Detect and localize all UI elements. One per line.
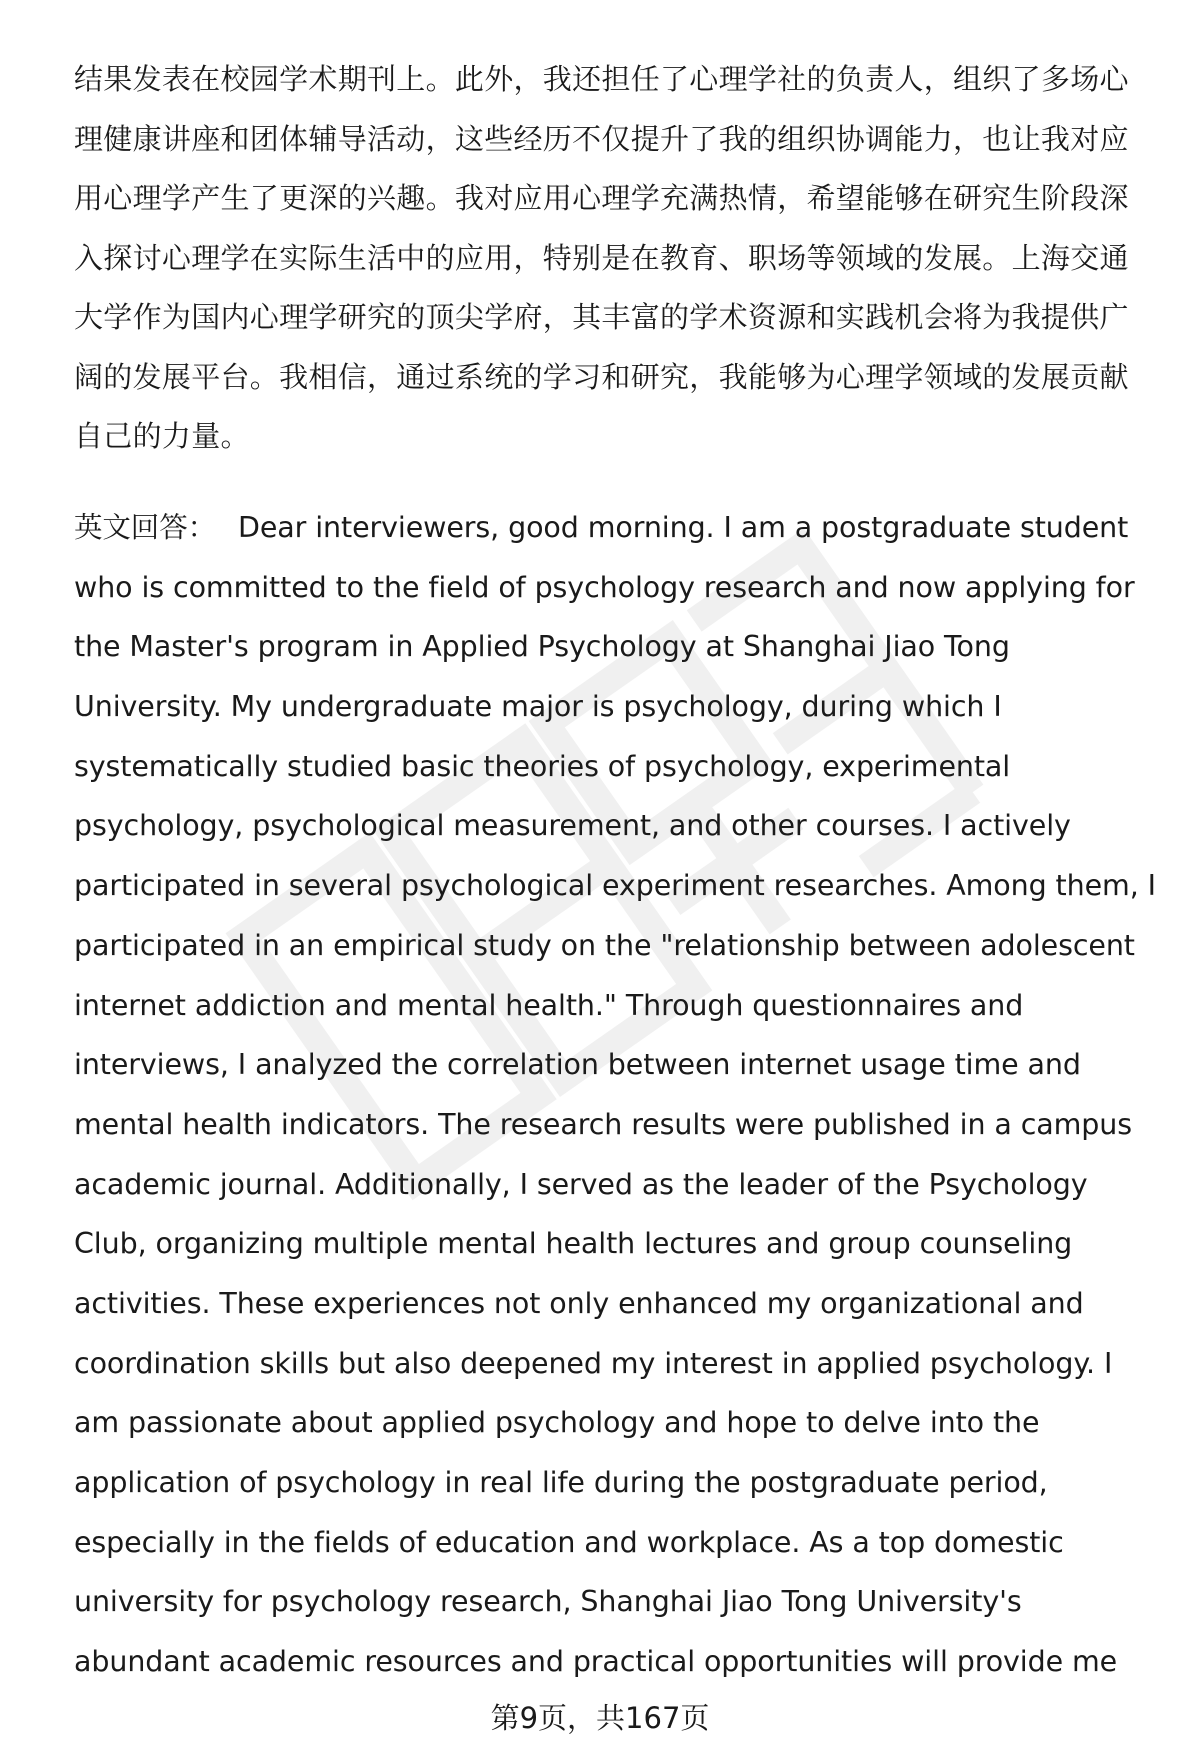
chinese-text-line: 大学作为国内心理学研究的顶尖学府，其丰富的学术资源和实践机会将为我提供广: [74, 300, 1129, 334]
chinese-text-line: 理健康讲座和团体辅导活动，这些经历不仅提升了我的组织协调能力，也让我对应: [74, 121, 1129, 156]
english-answer-label: 英文回答：: [74, 511, 217, 544]
english-text-line: application of psychology in real life during the postgraduate period,: [74, 1466, 1048, 1499]
english-text-line: especially in the fields of education and workplace. As a top domestic: [74, 1525, 1064, 1559]
english-text-line: coordination skills but also deepened my interest in applied psychology. I: [74, 1346, 1113, 1380]
english-text-line: internet addiction and mental health." Through questionnaires and: [74, 988, 1024, 1022]
chinese-answer-paragraph: [74, 50, 1154, 467]
english-text-line: who is committed to the field of psychology research and now applying for: [74, 570, 1135, 604]
english-text-line: academic journal. Additionally, I served as the leader of the Psychology: [74, 1167, 1088, 1201]
english-text-line: psychology, psychological measurement, and other courses. I actively: [74, 809, 1071, 843]
english-answer-paragraph: [74, 498, 1164, 1692]
english-text-line: participated in several psychological experiment researches. Among them, I: [74, 869, 1156, 903]
english-text-line: university for psychology research, Shanghai Jiao Tong University's: [74, 1585, 1022, 1619]
chinese-text-line: 自己的力量。: [74, 419, 250, 453]
english-text-line-content: Dear interviewers, good morning. I am a postgraduate student: [238, 511, 1129, 544]
chinese-text-line: 结果发表在校园学术期刊上。此外，我还担任了心理学社的负责人，组织了多场心: [74, 62, 1129, 96]
chinese-text-line: 用心理学产生了更深的兴趣。我对应用心理学充满热情，希望能够在研究生阶段深: [74, 181, 1129, 215]
chinese-text-line: 入探讨心理学在实际生活中的应用，特别是在教育、职场等领域的发展。上海交通: [74, 240, 1129, 275]
chinese-text-line: 阔的发展平台。我相信，通过系统的学习和研究，我能够为心理学领域的发展贡献: [74, 359, 1129, 394]
english-text-line: University. My undergraduate major is psychology, during which I: [74, 690, 1002, 724]
page-number-footer: 第9页，共167页: [490, 1701, 710, 1735]
english-text-line: participated in an empirical study on the "relationship between adolescent: [74, 928, 1135, 962]
english-text-line: Club, organizing multiple mental health lectures and group counseling: [74, 1227, 1073, 1261]
english-text-line: am passionate about applied psychology and hope to delve into the: [74, 1406, 1040, 1440]
english-text-line: systematically studied basic theories of psychology, experimental: [74, 749, 1011, 783]
english-text-line: abundant academic resources and practical opportunities will provide me: [74, 1645, 1118, 1679]
english-text-line: [74, 498, 1164, 558]
english-text-line: activities. These experiences not only enhanced my organizational and: [74, 1286, 1084, 1320]
english-text-line: the Master's program in Applied Psychology at Shanghai Jiao Tong: [74, 630, 1010, 664]
english-text-line: mental health indicators. The research results were published in a campus: [74, 1107, 1132, 1141]
english-text-line: interviews, I analyzed the correlation between internet usage time and: [74, 1048, 1081, 1082]
